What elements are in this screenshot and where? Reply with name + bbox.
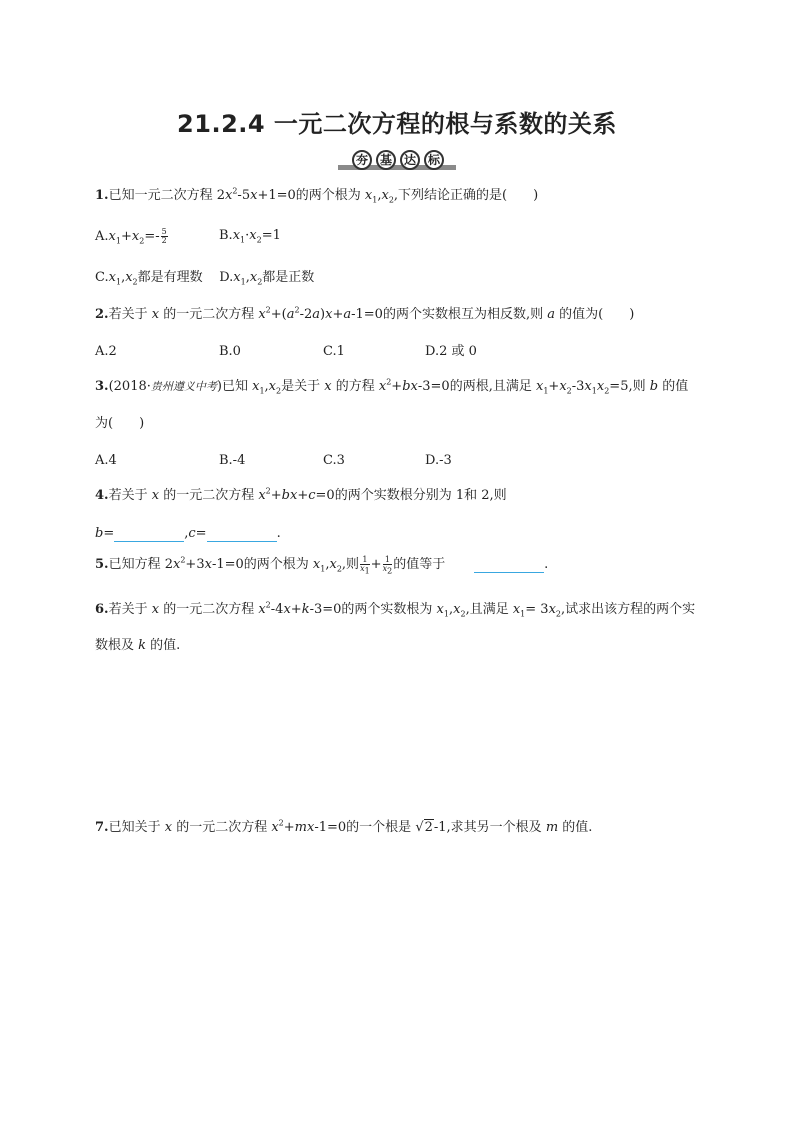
question-text: -1=0的两个实数根互为相反数,则 [351,307,548,322]
denominator: 2 [161,236,167,245]
question-text: -3 [571,379,585,394]
subscript: 2 [139,236,145,246]
punct: , [121,270,126,285]
question-number: 1. [95,188,109,203]
var: x [325,307,333,322]
var: a [343,307,352,322]
section-banner [338,150,456,172]
question-3-options [95,453,515,471]
subscript: 2 [387,566,393,576]
question-text: ) [320,307,326,322]
question-text: -1=0的两个根为 [211,557,313,572]
question-number: 6. [95,602,109,617]
subscript: 2 [604,386,610,396]
option-c: C.3 [323,453,345,468]
punct: . [544,557,549,572]
exponent: 2 [265,486,271,496]
question-text: ,则 [341,557,360,572]
numerator: 5 [161,227,167,236]
question-text: 的一元二次方程 [159,488,259,503]
question-text: ,下列结论正确的是( ) [393,188,539,203]
var: x [324,379,332,394]
option-a: A.2 [95,344,117,359]
option-a: A.4 [95,453,117,468]
punct: , [264,379,269,394]
question-text: 的值为( ) [554,307,635,322]
question-text: 的值等于 [393,557,446,572]
var: x [224,188,233,203]
question-number: 4. [95,488,109,503]
question-text: + [332,307,344,322]
var: x [329,557,337,572]
var: x [164,820,173,835]
question-text: + [290,602,302,617]
question-text: 已知 [221,379,253,394]
subscript: 1 [372,195,378,205]
question-1-options-row-2 [95,270,314,286]
exponent: 2 [265,305,271,315]
option-b: B.0 [219,344,241,359]
var: b [649,379,659,394]
exponent: 2 [265,600,271,610]
question-text: 已知一元二次方程 2 [108,188,225,203]
subscript: 1 [591,386,597,396]
var: x [108,229,116,244]
option-a [95,228,169,245]
question-text: 的方程 [331,379,379,394]
var: x [204,557,212,572]
var: x [410,379,418,394]
var: x [108,270,116,285]
var: x [360,564,365,573]
punct: , [325,557,330,572]
subscript: 2 [276,386,282,396]
var: m [294,820,307,835]
var: k [138,638,147,653]
option-label: B. [219,228,233,243]
question-text: 若关于 [108,307,152,322]
numerator: 1 [360,556,370,565]
var: x [436,602,444,617]
option-d: D.-3 [425,453,452,468]
question-text: -1,求其另一个根及 [433,820,546,835]
option-label: C. [95,270,109,285]
question-text: 的一元二次方程 [159,602,259,617]
question-text: = 3 [525,602,549,617]
question-text: -3=0的两根,且满足 [417,379,536,394]
subscript: 2 [460,609,466,619]
question-7 [95,820,592,836]
var: x [512,602,521,617]
answer-blank-b[interactable] [114,527,184,542]
var: a [547,307,555,322]
question-text: -2 [299,307,313,322]
var: x [271,820,279,835]
var: x [151,488,160,503]
var: x [381,188,389,203]
var: x [548,602,556,617]
var: a [286,307,295,322]
option-d [219,270,314,285]
exponent: 2 [386,377,392,387]
var: c [308,488,316,503]
var: x [307,820,315,835]
denominator [382,564,393,576]
var: x [258,602,266,617]
punct: , [448,602,454,617]
var: x [584,379,592,394]
punct: . [276,526,281,541]
var: x [131,229,140,244]
question-number: 2. [95,307,109,322]
fraction [360,555,370,576]
question-3-line-2: 为( ) [95,416,145,431]
denominator [360,564,370,576]
question-number: 5. [95,557,109,572]
exponent: 2 [278,818,284,828]
operator: + [370,557,382,572]
question-2-options [95,344,515,362]
question-3 [95,379,688,395]
question-text: +3 [185,557,205,572]
subscript: 1 [520,609,526,619]
operator: + [548,379,560,394]
question-text: =5,则 [609,379,650,394]
question-number: 7. [95,820,109,835]
var: x [453,602,461,617]
numerator: 1 [383,556,393,565]
exponent: 2 [180,555,186,565]
question-text: 数根及 [95,638,139,653]
source-note: (2018· [108,379,151,394]
question-1 [95,188,538,204]
var: x [312,557,321,572]
question-text: + [391,379,403,394]
fraction [382,555,393,576]
subscript: 2 [566,386,572,396]
question-5 [95,555,549,576]
question-text: +( [270,307,287,322]
var: x [125,270,133,285]
subscript: 1 [115,236,121,246]
subscript: 2 [257,277,263,287]
question-text: 的一元二次方程 [172,820,272,835]
question-4-blanks [95,526,281,542]
question-text: + [297,488,309,503]
operator: =1 [261,228,281,243]
option-b [219,228,281,244]
var: b [95,526,104,541]
operator: = [195,526,207,541]
question-text: ,且满足 [465,602,513,617]
punct: , [184,526,189,541]
sqrt-icon: √ [415,820,424,835]
var: x [382,564,388,573]
banner-char: 基 [376,150,396,170]
question-text: =0的两个实数根分别为 1和 2,则 [315,488,507,503]
var: x [268,379,277,394]
subscript: 2 [256,235,262,245]
question-1-options-row-1 [95,228,395,248]
var: x [596,379,605,394]
banner-char: 夯 [352,150,372,170]
subscript: 1 [115,277,122,287]
banner-char: 标 [424,150,444,170]
var: b [281,488,290,503]
var: x [290,488,298,503]
radicand: 2 [424,820,433,835]
question-text: -1=0的一个根是 [314,820,416,835]
var: x [252,379,260,394]
var: x [535,379,544,394]
subscript: 2 [388,195,394,205]
var: x [249,270,258,285]
subscript: 2 [336,564,342,574]
option-label: D. [219,270,234,285]
var: x [258,307,266,322]
page-title: 21.2.4 一元二次方程的根与系数的关系 [177,110,617,138]
question-text: 的值 [658,379,689,394]
subscript: 1 [240,277,246,287]
question-text: -3=0的两个实数根为 [309,602,437,617]
question-text: + [283,820,295,835]
option-c: C.1 [323,344,345,359]
option-d: D.2 或 0 [425,344,477,359]
subscript: 1 [240,235,246,245]
subscript: 1 [443,609,449,619]
exponent: 2 [232,186,238,196]
operator: = [103,526,115,541]
question-6 [95,602,695,618]
var: x [378,379,387,394]
option-text: 都是正数 [262,270,315,285]
option-text: 都是有理数 [137,270,203,285]
var: x [232,228,241,243]
question-text: -4 [270,602,284,617]
question-text: ,试求出该方程的两个实 [561,602,696,617]
punct: , [245,270,250,285]
var: x [559,379,567,394]
source-note: 贵州遵义中考 [150,380,217,393]
question-text: 的一元二次方程 [159,307,259,322]
subscript: 1 [320,564,326,574]
var: x [283,602,291,617]
operator: · [245,228,250,243]
var: a [312,307,321,322]
question-2 [95,307,634,323]
operator: + [120,229,132,244]
option-b: B.-4 [219,453,246,468]
question-text: 若关于 [108,488,152,503]
punct: , [377,188,382,203]
subscript: 2 [132,277,138,287]
subscript: 2 [555,609,561,619]
subscript: 1 [364,566,370,576]
question-text: +1=0的两个根为 [257,188,365,203]
var: x [151,602,160,617]
var: x [364,188,373,203]
question-text: 已知关于 [108,820,165,835]
var: x [172,557,181,572]
var: b [402,379,411,394]
answer-blank-c[interactable] [207,527,277,542]
banner-char: 达 [400,150,420,170]
question-text: 的值. [146,638,181,653]
question-text: + [270,488,282,503]
var: c [188,526,196,541]
operator: =- [144,229,160,244]
fraction [161,228,168,245]
var: m [545,820,559,835]
question-4 [95,488,507,504]
question-text: 是关于 [281,379,325,394]
subscript: 1 [543,386,549,396]
option-c [95,270,203,285]
question-number: 3. [95,379,109,394]
option-label: A. [95,229,109,244]
question-6-line-2 [95,638,180,654]
var: x [258,488,266,503]
var: x [249,228,257,243]
question-text: 的值. [558,820,593,835]
subscript: 1 [259,386,265,396]
var: x [151,307,160,322]
exponent: 2 [294,305,300,315]
source-note: ) [216,379,222,394]
question-text: 已知方程 2 [108,557,173,572]
question-text: 若关于 [108,602,152,617]
var: k [301,602,310,617]
answer-blank[interactable] [474,558,544,573]
var: x [250,188,258,203]
var: x [233,270,241,285]
question-text: -5 [237,188,251,203]
